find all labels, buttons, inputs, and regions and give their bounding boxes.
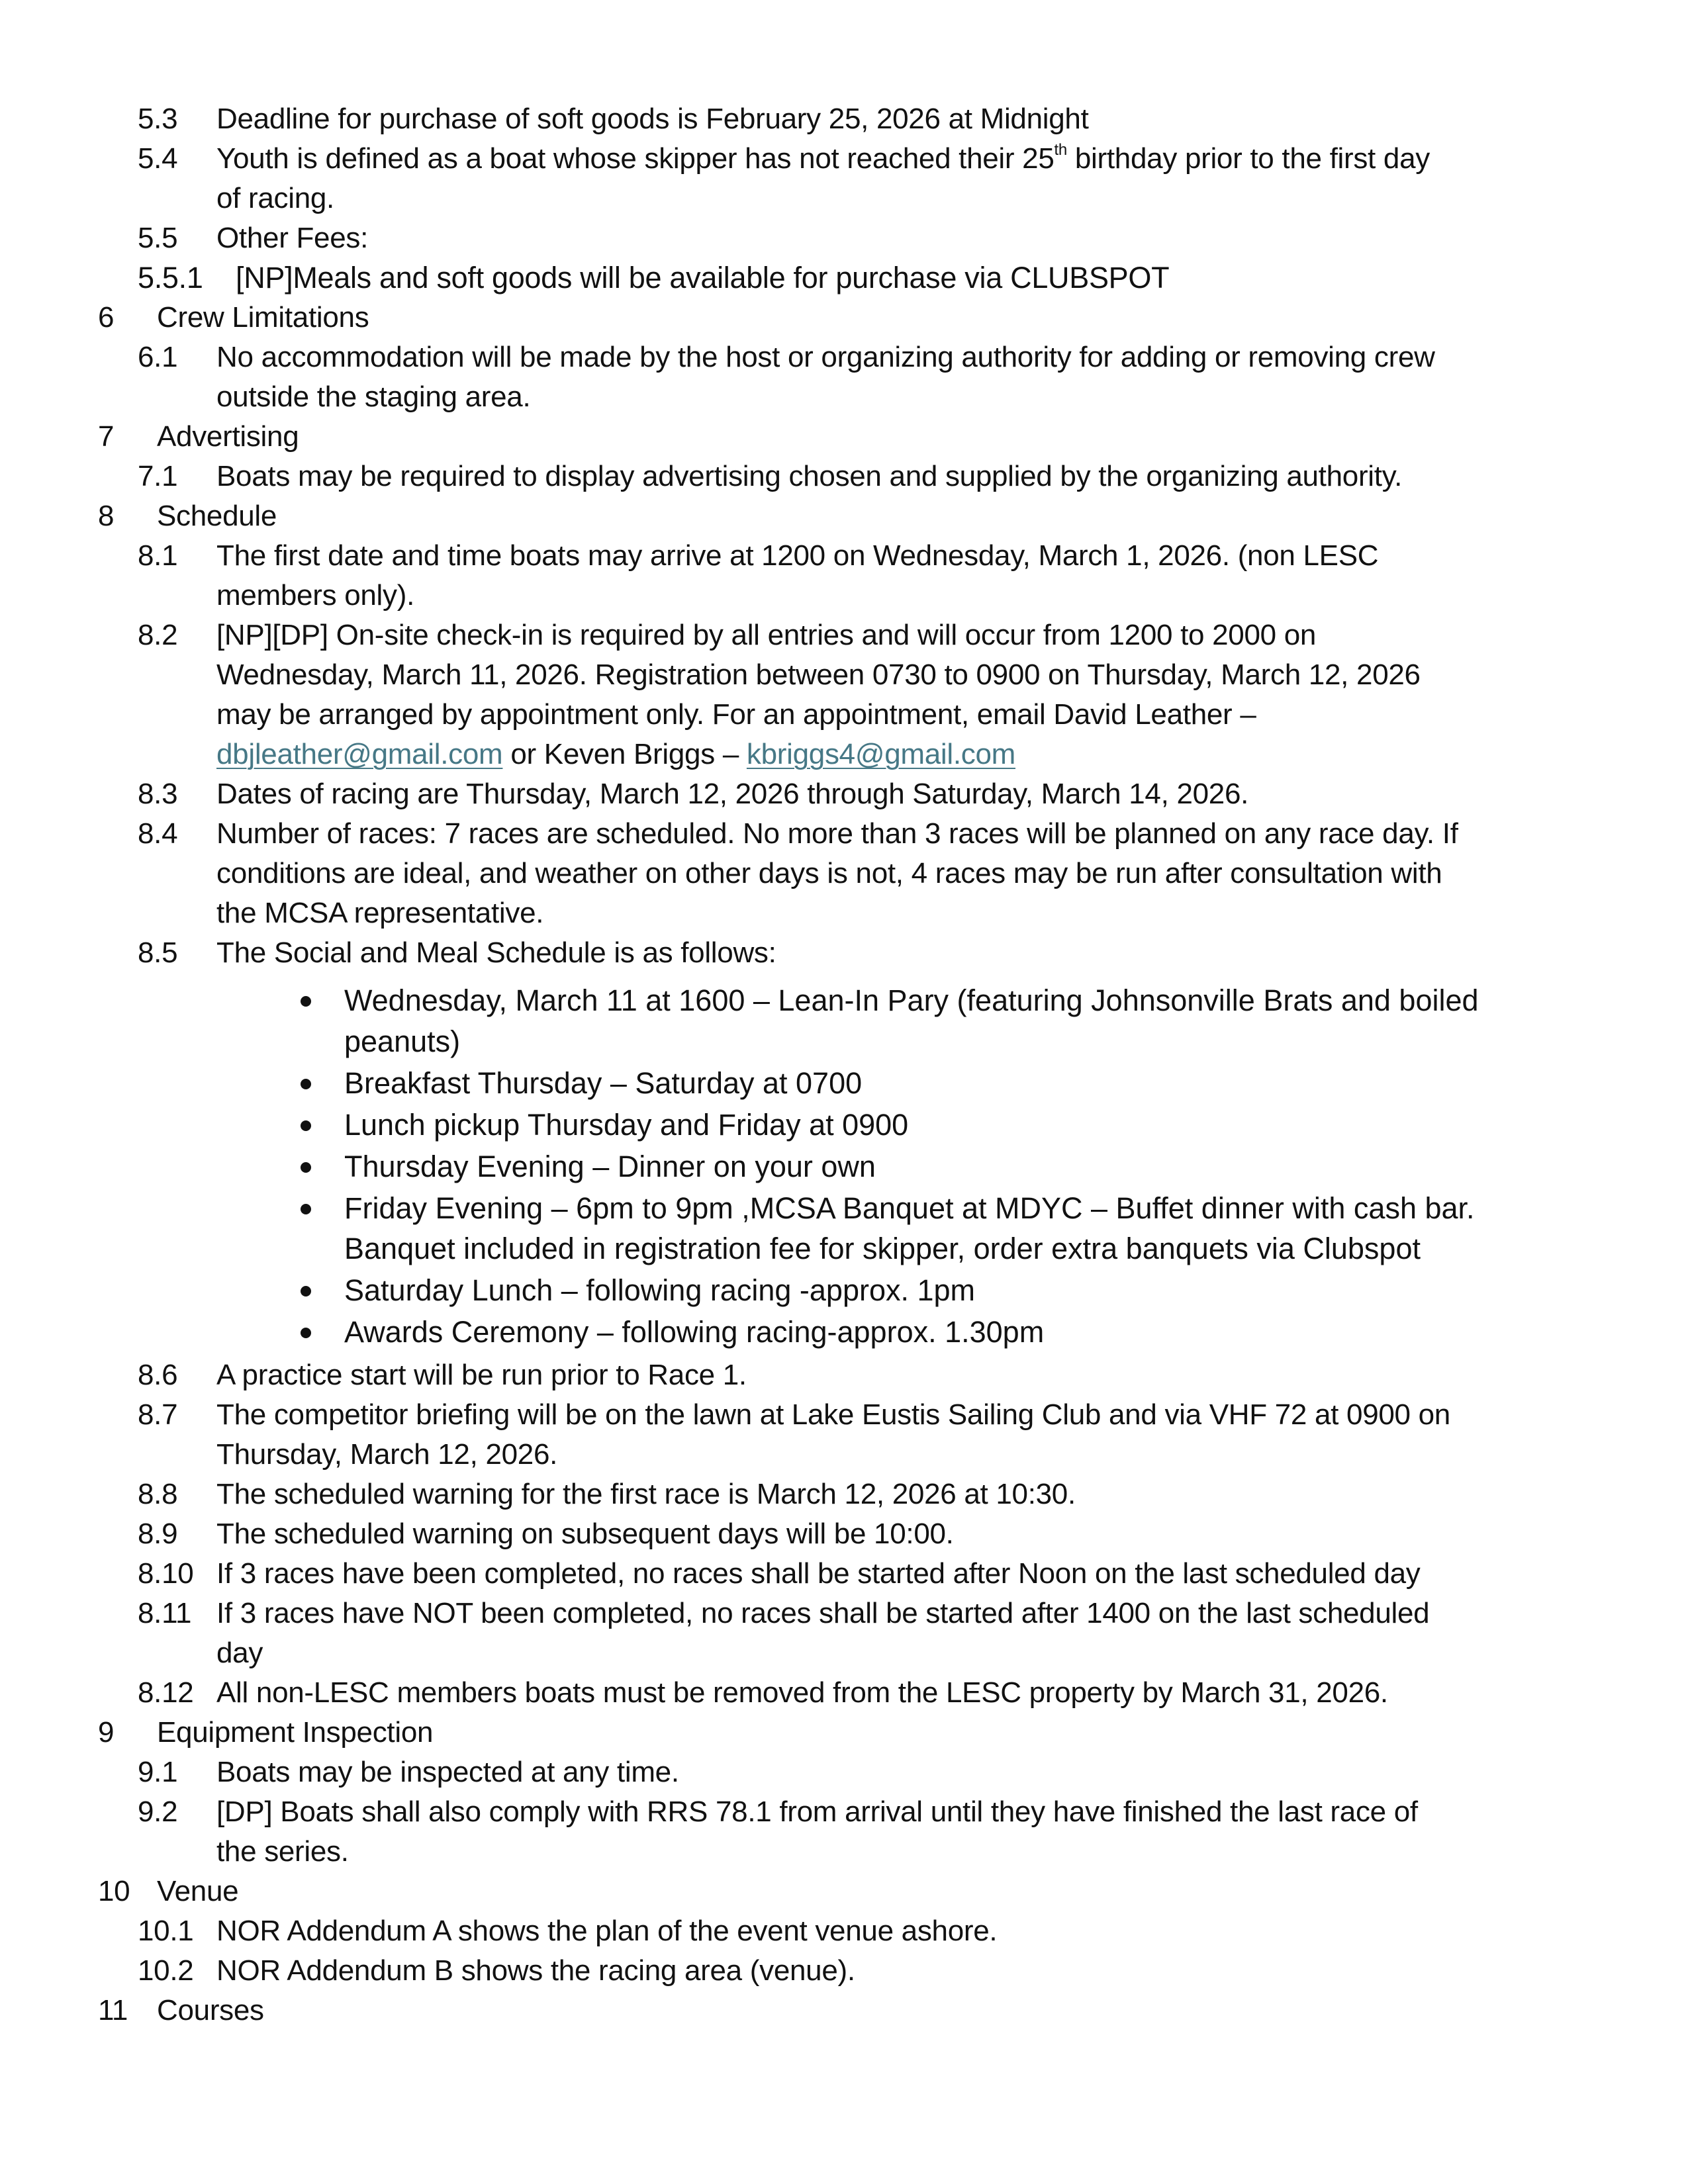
bullet-icon: [301, 1286, 311, 1297]
clause-text: Boats may be required to display advertising chosen and supplied by the organizing authority.: [216, 460, 1403, 492]
bullet-icon: [301, 1162, 311, 1173]
email-link-david-leather[interactable]: dbjleather@gmail.com: [216, 738, 503, 770]
clause-continuation: conditions are ideal, and weather on other days is not, 4 races may be run after consultation with: [216, 857, 1442, 889]
contact-line: [216, 735, 1015, 774]
clause-text: NOR Addendum B shows the racing area (venue).: [216, 1954, 855, 1987]
section-number: 8: [98, 500, 115, 532]
section-title: Schedule: [157, 500, 277, 532]
clause-text: Number of races: 7 races are scheduled. No more than 3 races will be planned on any race day. If: [216, 817, 1458, 850]
section-number: 7: [98, 420, 115, 453]
clause-number: 8.4: [138, 817, 178, 850]
clause-number: 8.11: [138, 1597, 192, 1629]
clause-number: 8.12: [138, 1676, 194, 1709]
clause-text-part: Youth is defined as a boat whose skipper has not reached their 25: [216, 142, 1055, 175]
list-item-continuation: Banquet included in registration fee for skipper, order extra banquets via Clubspot: [344, 1232, 1421, 1265]
clause-continuation: outside the staging area.: [216, 381, 531, 413]
clause-number: 5.4: [138, 142, 178, 175]
clause-number: 10.2: [138, 1954, 194, 1987]
list-item-continuation: peanuts): [344, 1024, 461, 1058]
clause-text-part: birthday prior to the first day: [1066, 142, 1430, 175]
clause-continuation: Wednesday, March 11, 2026. Registration between 0730 to 0900 on Thursday, March 12, 2026: [216, 659, 1421, 691]
clause-text: A practice start will be run prior to Race 1.: [216, 1359, 747, 1391]
clause-text: The scheduled warning on subsequent days will be 10:00.: [216, 1518, 954, 1550]
clause-text: If 3 races have NOT been completed, no races shall be started after 1400 on the last scheduled: [216, 1597, 1430, 1629]
section-title: Venue: [157, 1875, 239, 1907]
clause-text: Boats may be inspected at any time.: [216, 1756, 679, 1788]
clause-text: [216, 139, 1430, 179]
list-item-text: Awards Ceremony – following racing-approx. 1.30pm: [344, 1315, 1045, 1349]
clause-text: The scheduled warning for the first race is March 12, 2026 at 10:30.: [216, 1478, 1076, 1510]
clause-continuation: the MCSA representative.: [216, 897, 544, 929]
section-title: Advertising: [157, 420, 299, 453]
clause-number: 5.5: [138, 222, 178, 254]
section-title: Courses: [157, 1994, 264, 2026]
clause-continuation: members only).: [216, 579, 414, 612]
clause-number: 9.1: [138, 1756, 178, 1788]
clause-continuation: day: [216, 1637, 263, 1669]
clause-number: 8.1: [138, 539, 178, 572]
list-item-text: Saturday Lunch – following racing -approx. 1pm: [344, 1273, 976, 1307]
section-number: 10: [98, 1875, 130, 1907]
bullet-icon: [301, 1079, 311, 1089]
bullet-icon: [301, 1328, 311, 1338]
section-number: 11: [98, 1994, 128, 2026]
contact-separator-text: or Keven Briggs –: [502, 738, 747, 770]
clause-number: 5.5.1: [138, 261, 203, 295]
clause-text: Deadline for purchase of soft goods is February 25, 2026 at Midnight: [216, 103, 1089, 135]
clause-number: 8.8: [138, 1478, 178, 1510]
clause-number: 10.1: [138, 1915, 194, 1947]
list-item-text: Breakfast Thursday – Saturday at 0700: [344, 1066, 863, 1100]
clause-text: [NP]Meals and soft goods will be available for purchase via CLUBSPOT: [236, 261, 1170, 295]
list-item-text: Wednesday, March 11 at 1600 – Lean-In Pary (featuring Johnsonville Brats and boiled: [344, 983, 1479, 1017]
clause-number: 7.1: [138, 460, 178, 492]
clause-number: 8.7: [138, 1398, 178, 1431]
bullet-icon: [301, 1120, 311, 1131]
clause-text: [NP][DP] On-site check-in is required by all entries and will occur from 1200 to 2000 on: [216, 619, 1317, 651]
clause-number: 6.1: [138, 341, 178, 373]
clause-number: 8.5: [138, 936, 178, 969]
clause-number: 8.6: [138, 1359, 178, 1391]
section-title: Crew Limitations: [157, 301, 369, 334]
clause-text: [DP] Boats shall also comply with RRS 78.1 from arrival until they have finished the last race of: [216, 1796, 1418, 1828]
clause-text: The competitor briefing will be on the lawn at Lake Eustis Sailing Club and via VHF 72 at 0900 on: [216, 1398, 1450, 1431]
clause-text: The Social and Meal Schedule is as follows:: [216, 936, 776, 969]
clause-text: No accommodation will be made by the host or organizing authority for adding or removing crew: [216, 341, 1435, 373]
list-item-text: Lunch pickup Thursday and Friday at 0900: [344, 1108, 909, 1142]
list-item-text: Thursday Evening – Dinner on your own: [344, 1150, 876, 1183]
clause-continuation: the series.: [216, 1835, 349, 1868]
clause-continuation: may be arranged by appointment only. For an appointment, email David Leather –: [216, 698, 1256, 731]
section-number: 6: [98, 301, 115, 334]
email-link-keven-briggs[interactable]: kbriggs4@gmail.com: [746, 738, 1015, 770]
clause-number: 8.10: [138, 1557, 194, 1590]
clause-text: Dates of racing are Thursday, March 12, 2026 through Saturday, March 14, 2026.: [216, 778, 1249, 810]
section-title: Equipment Inspection: [157, 1716, 434, 1749]
clause-continuation: of racing.: [216, 182, 334, 214]
clause-text: The first date and time boats may arrive at 1200 on Wednesday, March 1, 2026. (non LESC: [216, 539, 1379, 572]
clause-number: 8.2: [138, 619, 178, 651]
ordinal-suffix: th: [1054, 141, 1067, 159]
clause-number: 5.3: [138, 103, 178, 135]
clause-number: 8.3: [138, 778, 178, 810]
clause-text: NOR Addendum A shows the plan of the event venue ashore.: [216, 1915, 998, 1947]
clause-text: Other Fees:: [216, 222, 369, 254]
clause-text: If 3 races have been completed, no races shall be started after Noon on the last scheduled day: [216, 1557, 1421, 1590]
list-item-text: Friday Evening – 6pm to 9pm ,MCSA Banquet at MDYC – Buffet dinner with cash bar.: [344, 1191, 1475, 1225]
bullet-icon: [301, 996, 311, 1007]
clause-number: 9.2: [138, 1796, 178, 1828]
bullet-icon: [301, 1204, 311, 1214]
clause-number: 8.9: [138, 1518, 178, 1550]
clause-text: All non-LESC members boats must be removed from the LESC property by March 31, 2026.: [216, 1676, 1388, 1709]
section-number: 9: [98, 1716, 115, 1749]
clause-continuation: Thursday, March 12, 2026.: [216, 1438, 558, 1471]
